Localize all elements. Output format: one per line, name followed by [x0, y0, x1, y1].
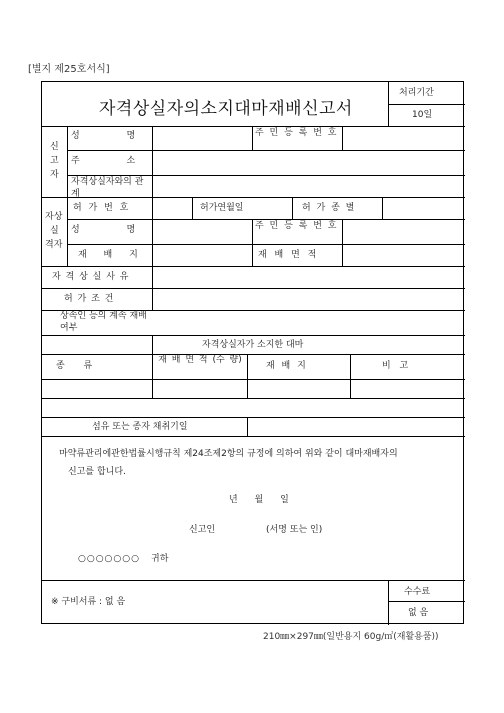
- fee-value: 없 음: [408, 608, 429, 618]
- col-note-label: 비 고: [382, 361, 409, 371]
- recipient-name: ○○○○○○○: [78, 554, 140, 564]
- statement-line-1: 마약류관리에관한법률시행규칙 제24조제2항의 규정에 의하여 위와 같이 대마재배자의: [59, 449, 398, 459]
- col-site-label: 재 배 지: [266, 361, 306, 371]
- disqualified-rrn-label: 주 민 등 록 번 호: [255, 221, 337, 231]
- cultivation-site-label: 재 배 지: [78, 250, 138, 260]
- cultivation-area-label: 재 배 면 적: [258, 250, 317, 260]
- date-line: 년 월 일: [229, 495, 289, 505]
- form-title: 자격상실자의소지대마재배신고서: [99, 99, 353, 119]
- license-date-label: 허가연월일: [200, 203, 244, 213]
- reporter-label-2: 고: [50, 156, 59, 166]
- disqualified-name-label: 성 명: [71, 225, 136, 235]
- processing-period-value: 10일: [412, 110, 433, 120]
- recipient-honorific: 귀하: [151, 554, 169, 564]
- loss-reason-label: 자 격 상 실 사 유: [52, 272, 129, 282]
- statement-line-2: 신고를 합니다.: [68, 467, 126, 477]
- reporter-address-label: 주 소: [71, 156, 136, 166]
- reporter-sign-label: 신고인: [189, 525, 216, 535]
- reporter-rrn-label: 주 민 등 록 번 호: [255, 128, 337, 138]
- col-area-label: 재 배 면 적 (수 량): [158, 355, 242, 365]
- continuation-label: 상속인 등의 계속 재배여부: [60, 311, 147, 333]
- license-number-label: 허 가 번 호: [73, 203, 129, 213]
- reporter-label-1: 신: [50, 142, 59, 152]
- reporter-label-3: 자: [50, 170, 59, 180]
- fiber-seed-date-label: 섬유 또는 종자 채취기일: [92, 422, 188, 432]
- form-number: [별지 제25호서식]: [28, 64, 110, 75]
- license-conditions-label: 허 가 조 건: [64, 294, 114, 304]
- disqualified-label-1: 자상: [45, 212, 63, 222]
- disqualified-label-2: 실: [50, 226, 59, 236]
- processing-period-label: 처리기간: [399, 88, 434, 98]
- report-form: [41, 81, 464, 624]
- signature-label: (서명 또는 인): [266, 525, 323, 535]
- paper-spec: 210㎜×297㎜(일반용지 60g/㎡(재활용품)): [263, 632, 439, 642]
- disqualified-label-3: 격자: [45, 240, 63, 250]
- col-type-label: 종 류: [56, 361, 93, 371]
- license-type-label: 허 가 종 별: [302, 203, 355, 213]
- reporter-name-label: 성 명: [71, 131, 136, 141]
- required-documents: ※ 구비서류 : 없 음: [51, 597, 126, 607]
- fee-label: 수수료: [404, 587, 431, 597]
- possessed-table-header: 자격상실자가 소지한 대마: [202, 340, 304, 350]
- reporter-relation-label: 자격상실자와의 관계: [71, 177, 144, 199]
